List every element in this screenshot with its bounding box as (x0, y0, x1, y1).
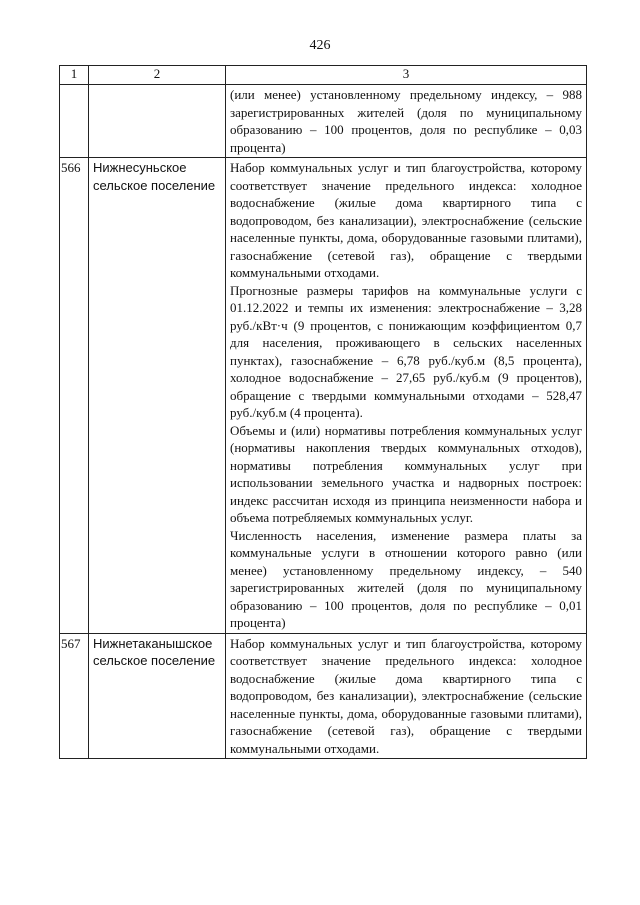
continuation-text-cell (226, 85, 587, 158)
row-description (226, 158, 587, 634)
column-header-2: 2 (89, 66, 226, 85)
continuation-paragraph: (или менее) установленному предельному индексу, – 988 зарегистрированных жителей (доля по муниципальному образованию – 100 процентов, доля по республике – 0,03 процента) (230, 87, 582, 155)
row-number: 566 (60, 158, 89, 634)
column-header-1: 1 (60, 66, 89, 85)
continuation-num-cell (60, 85, 89, 158)
paragraph-population: Численность населения, изменение размера платы за коммунальные услуги в отношении которого равно (или менее) установленному предельному индексу, – 540 зарегистрированных жителей (доля по муниципальному образованию – 100 процентов, доля по республике – 0,01 процента) (230, 527, 582, 630)
continuation-row (60, 85, 587, 158)
column-header-3: 3 (226, 66, 587, 85)
continuation-name-cell (89, 85, 226, 158)
table-row (60, 158, 587, 634)
page-number: 426 (309, 38, 331, 53)
table-header-row (60, 66, 587, 85)
paragraph-services: Набор коммунальных услуг и тип благоустройства, которому соответствует значение предельного индекса: холодное водоснабжение (жилые дома квартирного типа с водопроводом, без канализации), электроснабжение (сельские населенные пункты, дома, оборудованные газовыми плитами), газоснабжение (сетевой газ), обращение с твердыми коммунальными отходами. (230, 635, 582, 756)
paragraph-tariffs: Прогнозные размеры тарифов на коммунальные услуги с 01.12.2022 и темпы их изменения: электроснабжение – 3,28 руб./кВт·ч (9 процентов, с понижающим коэффициентом 0,7 для населения, проживающего в сельских населенных пунктах), газоснабжение – 6,78 руб./куб.м (8,5 процента), холодное водоснабжение – 27,65 руб./куб.м (9 процентов), обращение с твердыми коммунальными отходами – 528,47 руб./куб.м (4 процента). (230, 282, 582, 420)
settlement-name: Нижнетаканышское сельское поселение (89, 633, 226, 759)
table-row (60, 633, 587, 759)
paragraph-volumes: Объемы и (или) нормативы потребления коммунальных услуг (нормативы накопления твердых коммунальных отходов), нормативы потребления коммунальных услуг при использовании земельного участка и надворных построек: индекс рассчитан исходя из принципа неизменности набора и объема потребляемых коммунальных услуг. (230, 422, 582, 525)
paragraph-services: Набор коммунальных услуг и тип благоустройства, которому соответствует значение предельного индекса: холодное водоснабжение (жилые дома квартирного типа с водопроводом, без канализации), электроснабжение (сельские населенные пункты, дома, оборудованные газовыми плитами), газоснабжение (сетевой газ), обращение с твердыми коммунальными отходами. (230, 160, 582, 280)
settlement-name: Нижнесуньское сельское поселение (89, 158, 226, 634)
row-description (226, 633, 587, 759)
tariff-table (59, 65, 587, 759)
row-number: 567 (60, 633, 89, 759)
